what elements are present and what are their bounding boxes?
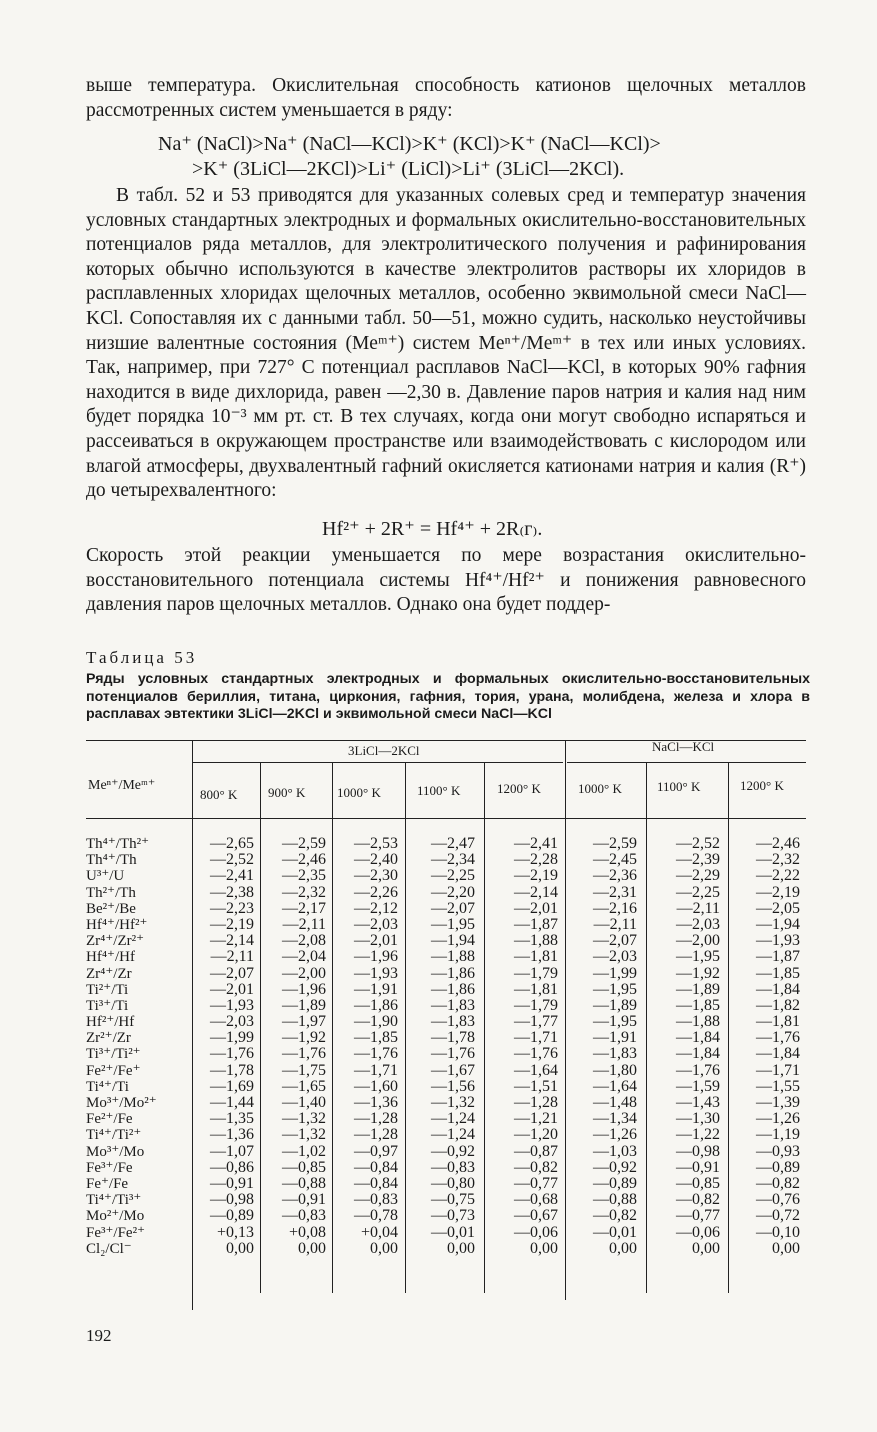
table-cell: —2,19 xyxy=(210,915,254,933)
table-cell: —1,55 xyxy=(756,1077,800,1095)
table-cell: —0,83 xyxy=(431,1158,475,1176)
table-cell: —1,64 xyxy=(514,1061,558,1079)
row-label: Be²⁺/Be xyxy=(86,900,136,917)
table-cell: —2,38 xyxy=(210,883,254,901)
table-cell: —1,88 xyxy=(431,948,475,966)
table-cell: —1,85 xyxy=(676,996,720,1014)
table-cell: —2,47 xyxy=(431,835,475,852)
table-cell: —1,84 xyxy=(676,1029,720,1047)
table-cell: —0,77 xyxy=(514,1174,558,1192)
row-label: Hf⁴⁺/Hf xyxy=(86,949,135,966)
table-cell: —1,92 xyxy=(676,964,720,982)
table-cell: —1,24 xyxy=(431,1126,475,1144)
group-rule-2 xyxy=(567,762,806,763)
table-cell: —2,07 xyxy=(593,932,637,950)
table-cell: —1,81 xyxy=(514,980,558,998)
table-cell: —2,11 xyxy=(282,915,326,933)
table-cell: —2,45 xyxy=(593,851,637,869)
table-cell: —2,26 xyxy=(354,883,398,901)
table-cell: —1,19 xyxy=(756,1126,800,1144)
table-cell: —1,32 xyxy=(282,1110,326,1128)
table-cell: 0,00 xyxy=(447,1239,475,1257)
table-cell: —2,01 xyxy=(210,980,254,998)
table-cell: —1,30 xyxy=(676,1110,720,1128)
table-cell: —1,48 xyxy=(593,1094,637,1111)
column-divider xyxy=(728,763,729,1293)
row-label: Ti³⁺/Ti xyxy=(86,997,129,1014)
row-label: Ti³⁺/Ti²⁺ xyxy=(86,1046,141,1063)
table-cell: —1,81 xyxy=(514,948,558,966)
row-label: U³⁺/U xyxy=(86,868,125,885)
table-cell: —1,80 xyxy=(593,1061,637,1079)
temperature-header: 1000° K xyxy=(337,785,381,800)
table-cell: —1,86 xyxy=(431,980,475,998)
row-label: Hf²⁺/Hf xyxy=(86,1014,135,1031)
table-cell: —0,75 xyxy=(431,1191,475,1209)
table-cell: —2,01 xyxy=(354,932,398,950)
table-cell: —2,16 xyxy=(593,899,637,917)
table-cell: —1,99 xyxy=(593,964,637,982)
column-divider xyxy=(405,763,406,1293)
table-cell: —1,44 xyxy=(210,1094,254,1111)
table-cell: —1,79 xyxy=(514,996,558,1014)
table-cell: —2,32 xyxy=(756,851,800,869)
table-cell: —1,91 xyxy=(354,980,398,998)
table-cell: —2,36 xyxy=(593,867,637,885)
table-cell: —2,31 xyxy=(593,883,637,901)
table-cell: 0,00 xyxy=(298,1239,326,1257)
table-cell: —0,72 xyxy=(756,1207,800,1225)
table-cell: —2,03 xyxy=(676,915,720,933)
values-column-900k xyxy=(264,836,326,1257)
row-label: Cl₂/Cl⁻ xyxy=(86,1240,132,1257)
table-cell: —0,91 xyxy=(282,1191,326,1209)
table-cell: —1,76 xyxy=(431,1045,475,1063)
table-cell: —1,60 xyxy=(354,1077,398,1095)
row-label: Mo³⁺/Mo xyxy=(86,1143,145,1160)
table-cell: —1,26 xyxy=(593,1126,637,1144)
header-bottom-rule xyxy=(86,818,806,819)
table-cell: —0,82 xyxy=(593,1207,637,1225)
table-cell: —2,35 xyxy=(282,867,326,885)
table-cell: —2,07 xyxy=(431,899,475,917)
table-cell: —1,86 xyxy=(354,996,398,1014)
table-cell: —0,88 xyxy=(593,1191,637,1209)
table-cell: 0,00 xyxy=(692,1239,720,1257)
group-header-nacl-kcl: NaCl—KCl xyxy=(652,739,715,754)
table-cell: —1,76 xyxy=(514,1045,558,1063)
table-cell: —1,22 xyxy=(676,1126,720,1144)
paragraph-1: выше температура. Окислительная способность катионов щелочных металлов рассмотренных систем уменьшается в ряду: xyxy=(86,75,806,121)
table-cell: —0,01 xyxy=(431,1223,475,1241)
table-cell: —1,95 xyxy=(593,980,637,998)
table-cell: —2,52 xyxy=(210,851,254,869)
column-divider xyxy=(646,763,647,1293)
table-cell: —1,97 xyxy=(282,1013,326,1031)
table-cell: —2,59 xyxy=(593,835,637,852)
table-cell: —1,21 xyxy=(514,1110,558,1128)
table-cell: —1,89 xyxy=(593,996,637,1014)
table-cell: —0,86 xyxy=(210,1158,254,1176)
table-cell: —0,78 xyxy=(354,1207,398,1225)
table-cell: —2,00 xyxy=(282,964,326,982)
column-divider xyxy=(260,763,261,1293)
table-cell: —1,03 xyxy=(593,1142,637,1160)
table-cell: +0,08 xyxy=(288,1223,326,1241)
temperature-header: 1200° K xyxy=(497,781,541,796)
row-label: Mo²⁺/Mo xyxy=(86,1208,145,1225)
table-cell: —0,01 xyxy=(593,1223,637,1241)
table-cell: —1,40 xyxy=(282,1094,326,1111)
table-cell: —2,11 xyxy=(593,915,637,933)
values-column-1200k xyxy=(488,836,558,1257)
table-cell: —2,28 xyxy=(514,851,558,869)
formula-1-line-2: >K⁺ (3LiCl—2KCl)>Li⁺ (LiCl)>Li⁺ (3LiCl—2KCl). xyxy=(192,158,625,180)
table-cell: +0,13 xyxy=(216,1223,254,1241)
row-label: Fe²⁺/Fe⁺ xyxy=(86,1062,141,1079)
table-cell: —2,41 xyxy=(210,867,254,885)
table-cell: —1,76 xyxy=(282,1045,326,1063)
table-cell: —0,91 xyxy=(676,1158,720,1176)
table-cell: —1,75 xyxy=(282,1061,326,1079)
page-number: 192 xyxy=(86,1326,112,1345)
row-label: Ti⁴⁺/Ti²⁺ xyxy=(86,1127,142,1144)
table-cell: —0,84 xyxy=(354,1158,398,1176)
table-cell: —0,84 xyxy=(354,1174,398,1192)
row-label: Fe²⁺/Fe xyxy=(86,1111,133,1128)
table-cell: —2,53 xyxy=(354,835,398,852)
table-cell: —1,93 xyxy=(210,996,254,1014)
table-cell: —2,14 xyxy=(514,883,558,901)
column-divider xyxy=(565,740,566,1300)
table-cell: —1,64 xyxy=(593,1077,637,1095)
table-cell: —1,36 xyxy=(210,1126,254,1144)
row-label: Th²⁺/Th xyxy=(86,884,136,901)
table-cell: —2,04 xyxy=(282,948,326,966)
table-cell: —0,89 xyxy=(210,1207,254,1225)
table-cell: —0,10 xyxy=(756,1223,800,1241)
table-cell: —1,51 xyxy=(514,1077,558,1095)
table-cell: —2,17 xyxy=(282,899,326,917)
temperature-header: 1100° K xyxy=(657,779,701,794)
table-cell: —1,79 xyxy=(514,964,558,982)
table-cell: —0,82 xyxy=(756,1174,800,1192)
table-cell: —1,71 xyxy=(514,1029,558,1047)
table-cell: —2,46 xyxy=(282,851,326,869)
table-cell: —1,81 xyxy=(756,1013,800,1031)
group-header-licl-kcl: 3LiCl—2KCl xyxy=(348,743,420,758)
table-cell: —0,98 xyxy=(210,1191,254,1209)
table-cell: 0,00 xyxy=(772,1239,800,1257)
table-cell: —1,65 xyxy=(282,1077,326,1095)
table-cell: —1,89 xyxy=(676,980,720,998)
table-cell: —0,85 xyxy=(282,1158,326,1176)
table-cell: —1,95 xyxy=(431,915,475,933)
values-column-nacl-1000k xyxy=(569,836,637,1257)
temperature-header: 1200° K xyxy=(740,778,784,793)
table-cell: —1,34 xyxy=(593,1110,637,1128)
values-column-1000k xyxy=(336,836,398,1257)
table-cell: —2,40 xyxy=(354,851,398,869)
table-cell: —1,93 xyxy=(756,932,800,950)
table-cell: —0,80 xyxy=(431,1174,475,1192)
table-cell: —1,92 xyxy=(282,1029,326,1047)
table-cell: —2,05 xyxy=(756,899,800,917)
table-cell: —1,39 xyxy=(756,1094,800,1111)
table-cell: —1,89 xyxy=(282,996,326,1014)
column-divider xyxy=(192,740,193,1310)
table-cell: —1,84 xyxy=(756,980,800,998)
table-cell: —2,46 xyxy=(756,835,800,852)
values-column-nacl-1200k xyxy=(732,836,800,1257)
table-cell: —1,02 xyxy=(282,1142,326,1160)
values-column-1100k xyxy=(409,836,475,1257)
table-cell: —1,78 xyxy=(431,1029,475,1047)
paragraph-3: Скорость этой реакции уменьшается по мере возрастания окислительно-восстановительного потенциала системы Hf⁴⁺/Hf²⁺ и понижения равновесного давления паров щелочных металлов. Однако она будет поддер- xyxy=(86,545,806,616)
table-cell: +0,04 xyxy=(360,1223,398,1241)
table-cell: —2,23 xyxy=(210,899,254,917)
table-cell: —2,59 xyxy=(282,835,326,852)
table-cell: —1,95 xyxy=(676,948,720,966)
table-cell: —1,67 xyxy=(431,1061,475,1079)
table-cell: 0,00 xyxy=(226,1239,254,1257)
table-cell: —0,93 xyxy=(756,1142,800,1160)
row-label: Zr⁴⁺/Zr²⁺ xyxy=(86,933,145,950)
row-label: Hf⁴⁺/Hf²⁺ xyxy=(86,916,148,933)
row-labels xyxy=(86,836,157,1257)
table-cell: —0,06 xyxy=(514,1223,558,1241)
table-cell: —2,14 xyxy=(210,932,254,950)
table-cell: —1,85 xyxy=(354,1029,398,1047)
table-cell: —0,85 xyxy=(676,1174,720,1192)
table-cell: —0,87 xyxy=(514,1142,558,1160)
temperature-header: 1100° K xyxy=(417,783,461,798)
table-cell: —0,89 xyxy=(593,1174,637,1192)
table-cell: —2,19 xyxy=(756,883,800,901)
table-cell: —2,29 xyxy=(676,867,720,885)
row-label: Fe³⁺/Fe xyxy=(86,1159,133,1176)
table-cell: —2,11 xyxy=(210,948,254,966)
table-cell: 0,00 xyxy=(370,1239,398,1257)
row-label: Th⁴⁺/Th²⁺ xyxy=(86,836,150,852)
table-cell: —1,32 xyxy=(431,1094,475,1111)
table-cell: —1,78 xyxy=(210,1061,254,1079)
table-cell: —1,91 xyxy=(593,1029,637,1047)
table-cell: —1,69 xyxy=(210,1077,254,1095)
table-cell: —1,87 xyxy=(514,915,558,933)
table-cell: —1,36 xyxy=(354,1094,398,1111)
formula-1-line-1: Na⁺ (NaCl)>Na⁺ (NaCl—KCl)>K⁺ (KCl)>K⁺ (NaCl—KCl)> xyxy=(158,133,661,155)
table-cell: —1,28 xyxy=(354,1110,398,1128)
table-cell: —0,97 xyxy=(354,1142,398,1160)
table-label: Таблица 53 xyxy=(86,648,198,667)
table-cell: —0,91 xyxy=(210,1174,254,1192)
row-label: Zr²⁺/Zr xyxy=(86,1030,131,1047)
table-cell: —0,88 xyxy=(282,1174,326,1192)
row-label: Fe⁺/Fe xyxy=(86,1175,129,1192)
table-cell: —1,87 xyxy=(756,948,800,966)
table-cell: —1,26 xyxy=(756,1110,800,1128)
group-rule-1 xyxy=(193,762,563,763)
table-cell: —1,28 xyxy=(354,1126,398,1144)
table-cell: —1,59 xyxy=(676,1077,720,1095)
table-cell: —2,25 xyxy=(676,883,720,901)
table-title: Ряды условных стандартных электродных и формальных окислительно-восстановительных потенциалов бериллия, титана, циркония, гафния, тория, урана, молибдена, железа и хлора в расплавах эвтектики 3LiCl—2KCl и эквимольной смеси NaCl—KCl xyxy=(86,671,810,722)
table-cell: —0,83 xyxy=(354,1191,398,1209)
table-cell: —1,76 xyxy=(676,1061,720,1079)
table-cell: —0,82 xyxy=(676,1191,720,1209)
column-divider xyxy=(484,763,485,1293)
table-cell: —2,01 xyxy=(514,899,558,917)
table-cell: —2,11 xyxy=(676,899,720,917)
table-cell: —2,19 xyxy=(514,867,558,885)
table-cell: —1,76 xyxy=(354,1045,398,1063)
table-cell: —2,30 xyxy=(354,867,398,885)
table-cell: —1,24 xyxy=(431,1110,475,1128)
table-cell: —2,34 xyxy=(431,851,475,869)
table-cell: —1,86 xyxy=(431,964,475,982)
table-cell: —2,32 xyxy=(282,883,326,901)
table-cell: 0,00 xyxy=(530,1239,558,1257)
table-cell: —1,88 xyxy=(514,932,558,950)
table-cell: —2,03 xyxy=(593,948,637,966)
table-cell: —1,85 xyxy=(756,964,800,982)
temperature-header: 800° K xyxy=(200,787,238,802)
table-cell: —2,08 xyxy=(282,932,326,950)
table-cell: —2,03 xyxy=(210,1013,254,1031)
table-cell: —1,71 xyxy=(756,1061,800,1079)
stub-header: Meⁿ⁺/Meᵐ⁺ xyxy=(88,778,156,793)
table-cell: —2,03 xyxy=(354,915,398,933)
table-cell: —1,71 xyxy=(354,1061,398,1079)
table-cell: —1,84 xyxy=(676,1045,720,1063)
table-cell: —0,89 xyxy=(756,1158,800,1176)
table-cell: —0,06 xyxy=(676,1223,720,1241)
table-cell: —2,20 xyxy=(431,883,475,901)
table-cell: —1,43 xyxy=(676,1094,720,1111)
table-cell: —1,95 xyxy=(593,1013,637,1031)
table-cell: —1,83 xyxy=(431,996,475,1014)
table-cell: —2,25 xyxy=(431,867,475,885)
table-cell: —1,84 xyxy=(756,1045,800,1063)
table-cell: —2,39 xyxy=(676,851,720,869)
table-cell: —1,76 xyxy=(210,1045,254,1063)
values-column-nacl-1100k xyxy=(650,836,720,1257)
table-cell: 0,00 xyxy=(609,1239,637,1257)
table-cell: —1,28 xyxy=(514,1094,558,1111)
column-divider xyxy=(332,763,333,1293)
row-label: Th⁴⁺/Th xyxy=(86,852,137,869)
temperature-header: 900° K xyxy=(268,785,306,800)
formula-2: Hf²⁺ + 2R⁺ = Hf⁴⁺ + 2R₍г₎. xyxy=(322,518,543,540)
table-cell: —1,96 xyxy=(354,948,398,966)
row-label: Zr⁴⁺/Zr xyxy=(86,965,132,982)
table-cell: —0,67 xyxy=(514,1207,558,1225)
row-label: Mo³⁺/Mo²⁺ xyxy=(86,1095,157,1111)
table-cell: —1,94 xyxy=(756,915,800,933)
table-cell: —1,83 xyxy=(593,1045,637,1063)
table-cell: —1,90 xyxy=(354,1013,398,1031)
table-cell: —1,07 xyxy=(210,1142,254,1160)
row-label: Fe³⁺/Fe²⁺ xyxy=(86,1224,145,1241)
row-label: Ti²⁺/Ti xyxy=(86,981,129,998)
table-cell: —0,92 xyxy=(593,1158,637,1176)
table-cell: —1,82 xyxy=(756,996,800,1014)
table-cell: —2,12 xyxy=(354,899,398,917)
table-cell: —0,73 xyxy=(431,1207,475,1225)
table-cell: —0,68 xyxy=(514,1191,558,1209)
row-label: Ti⁴⁺/Ti³⁺ xyxy=(86,1192,142,1209)
table-cell: —2,65 xyxy=(210,835,254,852)
table-cell: —1,20 xyxy=(514,1126,558,1144)
table-cell: —0,82 xyxy=(514,1158,558,1176)
table-cell: —2,22 xyxy=(756,867,800,885)
table-cell: —0,77 xyxy=(676,1207,720,1225)
table-cell: —1,94 xyxy=(431,932,475,950)
table-cell: —1,99 xyxy=(210,1029,254,1047)
table-cell: —2,41 xyxy=(514,835,558,852)
row-label: Ti⁴⁺/Ti xyxy=(86,1078,129,1095)
values-column-800k xyxy=(196,836,254,1257)
table-cell: —1,88 xyxy=(676,1013,720,1031)
table-cell: —0,76 xyxy=(756,1191,800,1209)
table-cell: —2,00 xyxy=(676,932,720,950)
table-cell: —1,77 xyxy=(514,1013,558,1031)
table-cell: —1,56 xyxy=(431,1077,475,1095)
table-cell: —1,96 xyxy=(282,980,326,998)
table-cell: —1,35 xyxy=(210,1110,254,1128)
paragraph-2: В табл. 52 и 53 приводятся для указанных солевых сред и температур значения условных стандартных электродных и формальных окислительно-восстановительных потенциалов ряда металлов, для электролитического получения и рафинирования которых обычно используются в качестве электролитов растворы их хлоридов в расплавленных хлоридах щелочных металлов, особенно эквимольной смеси NaCl—KCl. Сопоставляя их с данными табл. 50—51, можно судить, насколько неустойчивы низшие валентные состояния (Meᵐ⁺) систем Meⁿ⁺/Meᵐ⁺ в тех или иных условиях. Так, например, при 727° С потенциал расплавов NaCl—KCl, в которых 90% гафния находится в виде дихлорида, равен —2,30 в. Давление паров натрия и калия над ним будет порядка 10⁻³ мм рт. ст. В тех случаях, когда они могут свободно испаряться и рассеиваться в окружающем пространстве или взаимодействовать с кислородом или влагой атмосферы, двухвалентный гафний окисляется катионами натрия и калия (R⁺) до четырехвалентного: xyxy=(86,185,806,502)
table-cell: —0,83 xyxy=(282,1207,326,1225)
table-cell: —1,32 xyxy=(282,1126,326,1144)
table-cell: —0,92 xyxy=(431,1142,475,1160)
table-cell: —2,07 xyxy=(210,964,254,982)
table-cell: —2,52 xyxy=(676,835,720,852)
temperature-header: 1000° K xyxy=(578,781,622,796)
table-cell: —0,98 xyxy=(676,1142,720,1160)
table-cell: —1,83 xyxy=(431,1013,475,1031)
table-cell: —1,93 xyxy=(354,964,398,982)
table-cell: —1,76 xyxy=(756,1029,800,1047)
